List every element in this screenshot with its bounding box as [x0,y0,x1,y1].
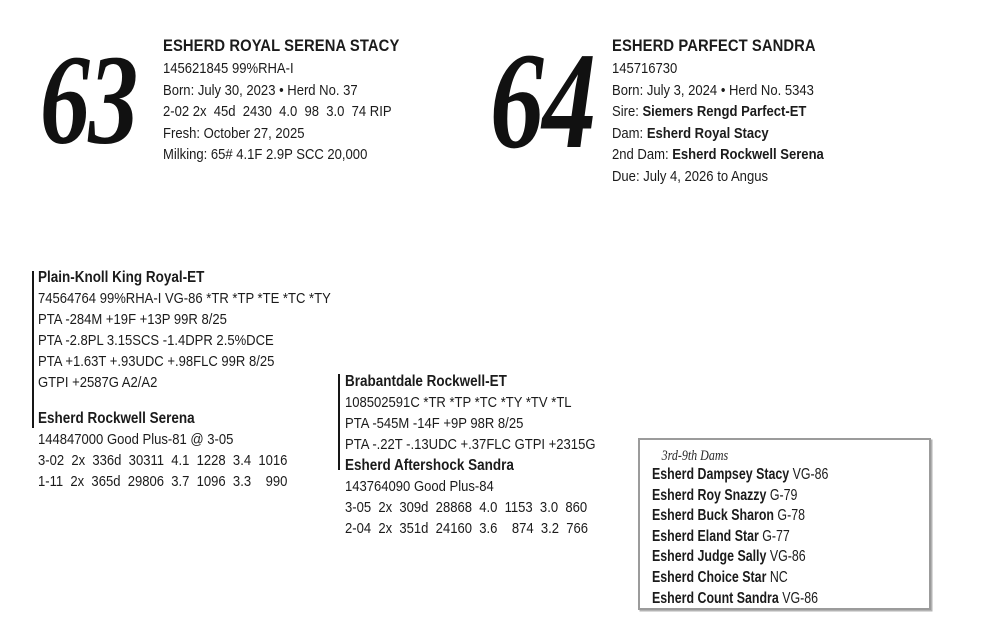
dam-name: Esherd Eland Star [652,527,759,545]
dam-row-6 [652,568,866,589]
pedigree-63-sire-pta-2: PTA -2.8PL 3.15SCS -1.4DPR 2.5%DCE [38,332,274,349]
pedigree-64-dam-name: Esherd Aftershock Sandra [345,457,514,474]
second-dam-label: 2nd Dam: [612,146,673,163]
pedigree-63-block [38,267,375,492]
pedigree-64-dam-record-1: 3-05 2x 309d 28868 4.0 1153 3.0 860 [345,499,588,516]
dam-row-7 [652,589,866,610]
dam-row-1 [652,465,866,486]
dam-score: VG-86 [769,548,806,566]
lot-63-header [163,33,435,166]
dam-row-4 [652,527,866,548]
pedigree-64-sire-pta-2: PTA -.22T -.13UDC +.37FLC GTPI +2315G [345,436,596,453]
dam-score: G-79 [769,486,798,504]
lot-64-sire-line [612,101,824,123]
lot-63-milking-line: Milking: 65# 4.1F 2.9P SCC 20,000 [163,146,368,163]
dam-name: Esherd Judge Sally [652,548,767,566]
dam-row-5 [652,547,866,568]
lot-64-due-line: Due: July 4, 2026 to Angus [612,167,768,185]
pedigree-63-dam-name: Esherd Rockwell Serena [38,410,195,427]
pedigree-63-dam-record-2: 1-11 2x 365d 29806 3.7 1096 3.3 990 [38,473,288,490]
dam-score: NC [769,568,788,586]
dam-name: Esherd Choice Star [652,568,767,586]
dam-row-3 [652,506,866,527]
third-to-ninth-dams-box [638,438,931,610]
pedigree-63-dam-reg: 144847000 Good Plus-81 @ 3-05 [38,431,234,448]
lot-64-name: ESHERD PARFECT SANDRA [612,36,816,55]
pedigree-64-sire-reg: 108502591C *TR *TP *TC *TY *TV *TL [345,394,572,411]
lot-63-name: ESHERD ROYAL SERENA STACY [163,36,400,55]
pedigree-63-sire-gtpi: GTPI +2587G A2/A2 [38,374,158,391]
lot-64-header [612,33,855,187]
sire-label: Sire: [612,103,643,120]
dam-name: Esherd Buck Sharon [652,507,774,525]
pedigree-64-bracket-line [338,374,340,470]
pedigree-64-dam-reg: 143764090 Good Plus-84 [345,478,494,495]
lot-64-born-line: Born: July 3, 2024 • Herd No. 5343 [612,81,814,99]
dam-name: Esherd Royal Stacy [646,124,769,142]
lot-64-number: 64 [490,24,595,177]
lot-63-record-line: 2-02 2x 45d 2430 4.0 98 3.0 74 RIP [163,103,392,120]
dam-row-2 [652,486,866,507]
lot-64-2nd-dam-line [612,144,824,166]
dam-label: Dam: [612,124,647,142]
dam-name: Esherd Dampsey Stacy [652,466,790,483]
sire-name: Siemers Rengd Parfect-ET [642,103,807,120]
dam-score: G-77 [762,527,790,545]
lot-64-dam-line [612,123,824,145]
pedigree-64-sire-pta-1: PTA -545M -14F +9P 98R 8/25 [345,415,524,432]
lot-63-born-line: Born: July 30, 2023 • Herd No. 37 [163,81,358,99]
second-dam-name: Esherd Rockwell Serena [672,146,824,163]
pedigree-63-dam-record-1: 3-02 2x 336d 30311 4.1 1228 3.4 1016 [38,452,288,469]
dams-box-title: 3rd-9th Dams [661,448,729,464]
lot-63-number: 63 [40,29,137,171]
lot-63-fresh-line: Fresh: October 27, 2025 [163,124,305,142]
dam-score: G-78 [777,507,805,525]
pedigree-64-dam-record-2: 2-04 2x 351d 24160 3.6 874 3.2 766 [345,520,589,537]
dam-name: Esherd Count Sandra [652,589,779,607]
pedigree-63-sire-pta-1: PTA -284M +19F +13P 99R 8/25 [38,311,227,328]
pedigree-63-sire-reg: 74564764 99%RHA-I VG-86 *TR *TP *TE *TC *TY [38,290,331,307]
dam-score: VG-86 [782,589,819,607]
pedigree-63-sire-name: Plain-Knoll King Royal-ET [38,269,205,286]
dam-name: Esherd Roy Snazzy [652,486,767,504]
pedigree-63-bracket-line [32,271,34,428]
pedigree-64-sire-name: Brabantdale Rockwell-ET [345,373,507,390]
lot-64-registration: 145716730 [612,60,678,77]
pedigree-63-sire-pta-3: PTA +1.63T +.93UDC +.98FLC 99R 8/25 [38,353,275,370]
pedigree-64-block [345,371,633,539]
dam-score: VG-86 [792,466,829,483]
lot-63-registration: 145621845 99%RHA-I [163,60,294,77]
